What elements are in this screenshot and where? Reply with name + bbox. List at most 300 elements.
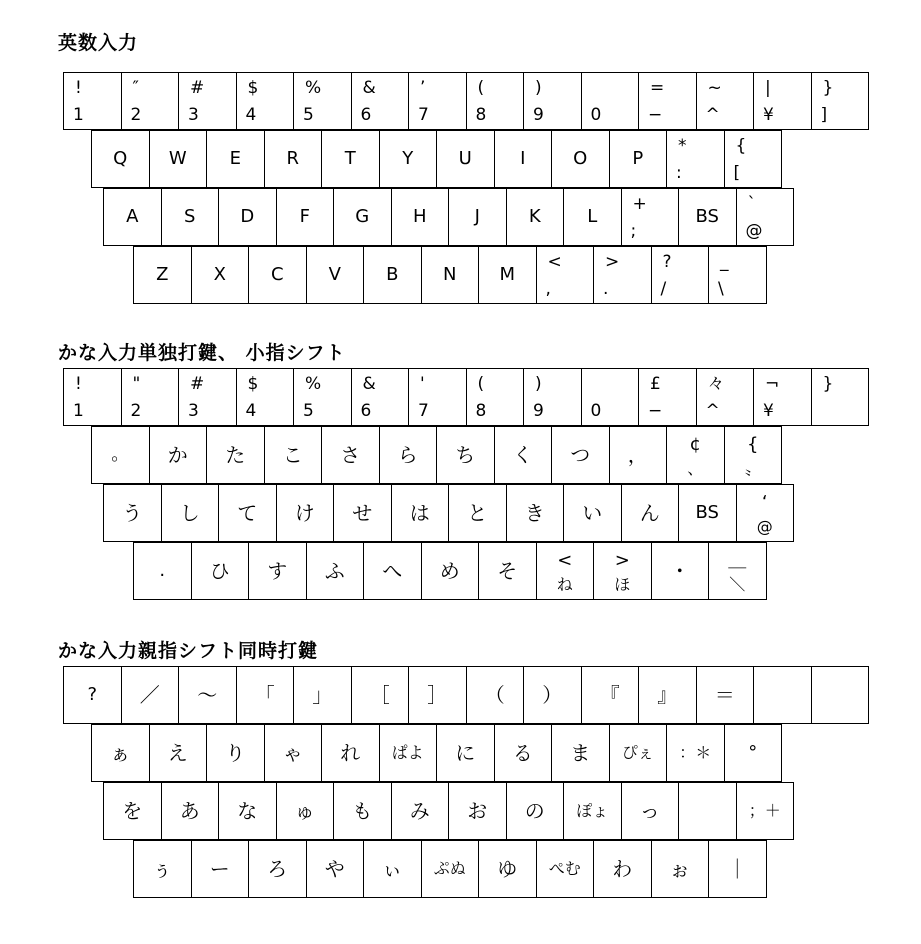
key-label: て xyxy=(237,501,258,525)
key[interactable] xyxy=(666,130,725,188)
key[interactable] xyxy=(248,542,307,600)
key-shift-label: ' xyxy=(420,374,425,394)
key-label: U xyxy=(458,148,472,169)
key[interactable] xyxy=(363,840,422,898)
key-shift-label: " xyxy=(132,374,141,394)
key[interactable] xyxy=(696,72,755,130)
key[interactable] xyxy=(191,246,250,304)
section-title: かな入力単独打鍵、 小指シフト xyxy=(58,342,346,364)
key-base-label: 〟 xyxy=(744,459,761,478)
key-shift-label: { xyxy=(735,136,747,156)
key-label: る xyxy=(512,741,533,765)
key-base-label: ¥ xyxy=(763,401,774,421)
key[interactable] xyxy=(724,426,783,484)
key-base-label: ¥ xyxy=(763,105,774,125)
key[interactable] xyxy=(551,130,610,188)
key[interactable] xyxy=(121,666,180,724)
key[interactable] xyxy=(811,368,870,426)
key[interactable] xyxy=(161,188,220,246)
key-shift-label: # xyxy=(190,374,205,394)
key[interactable] xyxy=(293,666,352,724)
key[interactable] xyxy=(436,130,495,188)
key[interactable] xyxy=(248,840,307,898)
key-shift-label: < xyxy=(547,252,562,272)
key[interactable] xyxy=(696,368,755,426)
key[interactable] xyxy=(91,130,150,188)
key-label: 『 xyxy=(599,683,620,707)
key-label: A xyxy=(126,206,139,227)
key[interactable] xyxy=(609,130,668,188)
key-label: す xyxy=(267,559,288,583)
key[interactable] xyxy=(536,542,595,600)
key-shift-label: > xyxy=(605,252,620,272)
key-base-label: ^ xyxy=(705,401,720,421)
key[interactable] xyxy=(379,130,438,188)
key-base-label: 6 xyxy=(360,401,372,421)
key[interactable] xyxy=(379,426,438,484)
key[interactable] xyxy=(121,368,180,426)
key[interactable] xyxy=(236,72,295,130)
key-label: ・ xyxy=(669,559,690,583)
key[interactable] xyxy=(678,188,737,246)
key-label: ） xyxy=(542,683,563,707)
key-shift-label: > xyxy=(614,550,630,571)
key-label xyxy=(754,667,811,723)
key[interactable] xyxy=(351,72,410,130)
key[interactable] xyxy=(708,246,767,304)
key-base-label: 2 xyxy=(130,401,142,421)
key-base-label: 、 xyxy=(687,459,704,478)
key-label: り xyxy=(225,741,246,765)
key[interactable] xyxy=(494,426,553,484)
key-base-label: 9 xyxy=(533,105,544,125)
key-label: ］ xyxy=(427,683,448,707)
key[interactable] xyxy=(149,724,208,782)
key-label: B xyxy=(386,264,399,285)
key[interactable] xyxy=(708,840,767,898)
key-label: め xyxy=(439,559,460,583)
key[interactable] xyxy=(178,666,237,724)
key[interactable] xyxy=(736,188,795,246)
key-row xyxy=(103,484,794,542)
key-base-label: . xyxy=(603,279,609,299)
key[interactable] xyxy=(753,666,812,724)
key[interactable] xyxy=(363,246,422,304)
key[interactable] xyxy=(448,188,507,246)
key[interactable] xyxy=(351,666,410,724)
key-label: ， xyxy=(627,443,648,467)
key[interactable] xyxy=(149,130,208,188)
key-base-label: 8 xyxy=(475,401,487,421)
key[interactable] xyxy=(379,724,438,782)
key-label xyxy=(679,783,736,839)
key[interactable] xyxy=(321,130,380,188)
key-base-label: 1 xyxy=(73,105,84,125)
key-base-label: 8 xyxy=(475,105,487,125)
key-shift-label: ~ xyxy=(707,78,722,98)
key[interactable] xyxy=(391,188,450,246)
key-label: お xyxy=(467,799,488,823)
key[interactable] xyxy=(63,368,122,426)
key-label: ｜ xyxy=(727,857,748,881)
key-label: ろ xyxy=(267,857,288,881)
key[interactable] xyxy=(391,484,450,542)
key-label: く xyxy=(512,443,533,467)
key[interactable] xyxy=(753,368,812,426)
key-shift-label: } xyxy=(822,374,834,394)
key[interactable] xyxy=(236,368,295,426)
key[interactable] xyxy=(609,426,668,484)
key-label: N xyxy=(443,264,457,285)
key-row xyxy=(63,666,869,724)
key[interactable] xyxy=(333,484,392,542)
key-label: E xyxy=(229,148,241,169)
key[interactable] xyxy=(133,840,192,898)
key[interactable] xyxy=(333,188,392,246)
key-base-label: − xyxy=(648,105,663,125)
key-shift-label: & xyxy=(362,374,376,394)
key-row xyxy=(63,368,869,426)
key[interactable] xyxy=(466,666,525,724)
key-base-label: ] xyxy=(820,105,828,125)
key-label: F xyxy=(299,206,310,227)
key-label: ち xyxy=(455,443,476,467)
key-label: け xyxy=(294,501,315,525)
key-base-label: ^ xyxy=(705,105,720,125)
key-label: も xyxy=(352,799,373,823)
key[interactable] xyxy=(651,840,710,898)
key-label: つ xyxy=(570,443,591,467)
key-label: し xyxy=(179,501,200,525)
key[interactable] xyxy=(264,130,323,188)
key[interactable] xyxy=(621,484,680,542)
key-label: ぴぇ xyxy=(621,743,654,762)
key[interactable] xyxy=(161,782,220,840)
key[interactable] xyxy=(523,666,582,724)
key-base-label: 4 xyxy=(245,401,257,421)
key[interactable] xyxy=(103,188,162,246)
key-shift-label: ＿ xyxy=(728,550,747,571)
key[interactable] xyxy=(563,188,622,246)
key-base-label: ; xyxy=(630,221,637,241)
key-label xyxy=(812,667,869,723)
key-label: D xyxy=(240,206,255,227)
key-label: O xyxy=(573,148,588,169)
key[interactable] xyxy=(651,246,710,304)
key-label: ° xyxy=(748,742,758,763)
key[interactable] xyxy=(593,246,652,304)
key-row xyxy=(103,782,794,840)
key[interactable] xyxy=(466,72,525,130)
key-label: に xyxy=(455,741,476,765)
key-shift-label: & xyxy=(362,78,376,98)
key-row xyxy=(63,72,869,130)
key[interactable] xyxy=(811,72,870,130)
key-label: 」 xyxy=(312,683,333,707)
key-shift-label: $ xyxy=(247,374,259,394)
key-label: か xyxy=(167,443,188,467)
key-label: わ xyxy=(612,857,633,881)
key-base-label: : xyxy=(676,163,682,183)
key[interactable] xyxy=(206,130,265,188)
key-row xyxy=(91,724,782,782)
key-row xyxy=(91,426,782,484)
key[interactable] xyxy=(638,72,697,130)
key-shift-label: | xyxy=(765,78,771,98)
key[interactable] xyxy=(666,426,725,484)
key[interactable] xyxy=(103,484,162,542)
key-label: BS xyxy=(695,502,719,523)
key[interactable] xyxy=(478,246,537,304)
key-label: K xyxy=(528,206,541,227)
key[interactable] xyxy=(276,782,335,840)
key[interactable] xyxy=(391,782,450,840)
key[interactable] xyxy=(581,666,640,724)
key-shift-label: _ xyxy=(720,252,729,272)
key-label: う xyxy=(122,501,143,525)
key[interactable] xyxy=(506,188,565,246)
key-label: き xyxy=(524,501,545,525)
key-base-label: 0 xyxy=(590,105,602,125)
key-label: ふ xyxy=(324,559,345,583)
key-label: ゅ xyxy=(294,799,315,823)
key-label: い xyxy=(582,501,603,525)
key-shift-label: ‘ xyxy=(761,492,768,513)
key[interactable] xyxy=(506,484,565,542)
key[interactable] xyxy=(523,368,582,426)
key-label: あ xyxy=(179,799,200,823)
key[interactable] xyxy=(678,484,737,542)
key[interactable] xyxy=(333,782,392,840)
key-label: ぷぬ xyxy=(433,859,466,878)
key[interactable] xyxy=(581,72,640,130)
key[interactable] xyxy=(149,426,208,484)
key-label: X xyxy=(213,264,226,285)
key[interactable] xyxy=(563,484,622,542)
key[interactable] xyxy=(306,542,365,600)
key[interactable] xyxy=(236,666,295,724)
key-label: 』 xyxy=(657,683,678,707)
key-label: T xyxy=(344,148,356,169)
key-label: M xyxy=(499,264,516,285)
key-label: ぺむ xyxy=(548,859,581,878)
key[interactable] xyxy=(218,188,277,246)
key-label: ら xyxy=(397,443,418,467)
key[interactable] xyxy=(621,782,680,840)
key-row xyxy=(103,188,794,246)
key[interactable] xyxy=(421,542,480,600)
key-label: Q xyxy=(113,148,128,169)
key[interactable] xyxy=(666,724,725,782)
key-base-label: 7 xyxy=(418,105,429,125)
key-label: 「 xyxy=(254,683,275,707)
key[interactable] xyxy=(494,130,553,188)
key-label: G xyxy=(355,206,370,227)
key-shift-label: ¬ xyxy=(765,374,780,394)
key[interactable] xyxy=(178,72,237,130)
key-shift-label: { xyxy=(747,434,759,455)
key[interactable] xyxy=(753,72,812,130)
key-row xyxy=(91,130,782,188)
key[interactable] xyxy=(724,724,783,782)
key-base-label: , xyxy=(545,279,551,299)
key[interactable] xyxy=(306,840,365,898)
key-label: ゃ xyxy=(282,741,303,765)
key[interactable] xyxy=(811,666,870,724)
key-base-label: ＼ xyxy=(729,575,746,594)
key-label: ま xyxy=(570,741,591,765)
key[interactable] xyxy=(133,542,192,600)
key[interactable] xyxy=(609,724,668,782)
key-label: さ xyxy=(340,443,361,467)
key[interactable] xyxy=(551,426,610,484)
key-label: ：＊ xyxy=(679,743,712,762)
key-label: は xyxy=(409,501,430,525)
key[interactable] xyxy=(133,246,192,304)
key-label: P xyxy=(632,148,644,169)
key[interactable] xyxy=(248,246,307,304)
key[interactable] xyxy=(276,484,335,542)
key-shift-label: } xyxy=(822,78,834,98)
key-label: V xyxy=(328,264,341,285)
key[interactable] xyxy=(306,246,365,304)
key[interactable] xyxy=(206,426,265,484)
key[interactable] xyxy=(563,782,622,840)
key-base-label: 1 xyxy=(73,401,84,421)
key[interactable] xyxy=(218,782,277,840)
key[interactable] xyxy=(708,542,767,600)
key-label: え xyxy=(167,741,188,765)
key[interactable] xyxy=(581,368,640,426)
key[interactable] xyxy=(638,368,697,426)
key[interactable] xyxy=(321,724,380,782)
key-label: そ xyxy=(497,559,518,583)
key[interactable] xyxy=(506,782,565,840)
key[interactable] xyxy=(121,72,180,130)
key-shift-label: ( xyxy=(477,78,485,98)
key[interactable] xyxy=(161,484,220,542)
key-label: S xyxy=(184,206,196,227)
key[interactable] xyxy=(264,426,323,484)
key-shift-label: ! xyxy=(75,374,82,394)
key-shift-label: ` xyxy=(747,194,756,214)
key-label: へ xyxy=(382,559,403,583)
key-label: H xyxy=(412,206,427,227)
key[interactable] xyxy=(178,368,237,426)
key-label: W xyxy=(168,148,187,169)
key-shift-label: = xyxy=(650,78,665,98)
key[interactable] xyxy=(63,666,122,724)
key[interactable] xyxy=(363,542,422,600)
key[interactable] xyxy=(191,542,250,600)
key[interactable] xyxy=(736,484,795,542)
key-base-label: 5 xyxy=(303,105,314,125)
key-base-label: − xyxy=(648,401,663,421)
key[interactable] xyxy=(536,246,595,304)
key[interactable] xyxy=(478,542,537,600)
key[interactable] xyxy=(408,72,467,130)
key-label: み xyxy=(409,799,430,823)
key-label: ぱよ xyxy=(391,743,424,762)
key-label: C xyxy=(270,264,284,285)
key-label: 。 xyxy=(111,444,130,465)
key[interactable] xyxy=(466,368,525,426)
key[interactable] xyxy=(436,724,495,782)
section-title: かな入力親指シフト同時打鍵 xyxy=(58,640,319,662)
key[interactable] xyxy=(551,724,610,782)
key-shift-label: £ xyxy=(650,374,661,394)
key[interactable] xyxy=(321,426,380,484)
key[interactable] xyxy=(293,368,352,426)
key[interactable] xyxy=(218,484,277,542)
key[interactable] xyxy=(696,666,755,724)
key[interactable] xyxy=(206,724,265,782)
key[interactable] xyxy=(494,724,553,782)
key-shift-label: # xyxy=(190,78,205,98)
key[interactable] xyxy=(91,426,150,484)
key-label: こ xyxy=(282,443,303,467)
key[interactable] xyxy=(63,72,122,130)
key-base-label: 9 xyxy=(533,401,544,421)
key[interactable] xyxy=(478,840,537,898)
key[interactable] xyxy=(103,782,162,840)
key[interactable] xyxy=(436,426,495,484)
key[interactable] xyxy=(724,130,783,188)
key[interactable] xyxy=(736,782,795,840)
key[interactable] xyxy=(276,188,335,246)
key[interactable] xyxy=(408,368,467,426)
key[interactable] xyxy=(638,666,697,724)
key[interactable] xyxy=(593,542,652,600)
key-shift-label: ) xyxy=(535,374,542,394)
key[interactable] xyxy=(264,724,323,782)
key[interactable] xyxy=(421,246,480,304)
key-label: ひ xyxy=(209,559,230,583)
key-label: . xyxy=(159,560,166,581)
key[interactable] xyxy=(448,484,507,542)
key[interactable] xyxy=(678,782,737,840)
key[interactable] xyxy=(621,188,680,246)
key[interactable] xyxy=(191,840,250,898)
key[interactable] xyxy=(448,782,507,840)
key[interactable] xyxy=(651,542,710,600)
key-shift-label: ( xyxy=(477,374,485,394)
key-label: ぁ xyxy=(110,741,131,765)
key-base-label: 5 xyxy=(303,401,314,421)
key-base-label: 3 xyxy=(188,401,199,421)
key[interactable] xyxy=(91,724,150,782)
key[interactable] xyxy=(351,368,410,426)
key[interactable] xyxy=(536,840,595,898)
key-base-label: \ xyxy=(718,279,724,299)
key-shift-label: < xyxy=(557,550,573,571)
key-label: ；＋ xyxy=(748,801,781,820)
key-shift-label: ) xyxy=(535,78,542,98)
key-base-label: @ xyxy=(745,221,763,241)
key[interactable] xyxy=(593,840,652,898)
key-label: J xyxy=(474,206,480,227)
key-label: の xyxy=(524,799,545,823)
key[interactable] xyxy=(293,72,352,130)
key-label: れ xyxy=(340,741,361,765)
key-label: ぃ xyxy=(382,857,403,881)
key[interactable] xyxy=(421,840,480,898)
key[interactable] xyxy=(523,72,582,130)
key-shift-label: % xyxy=(305,78,322,98)
key[interactable] xyxy=(408,666,467,724)
key-label: ＝ xyxy=(714,683,735,707)
key-shift-label: ″ xyxy=(132,78,139,98)
